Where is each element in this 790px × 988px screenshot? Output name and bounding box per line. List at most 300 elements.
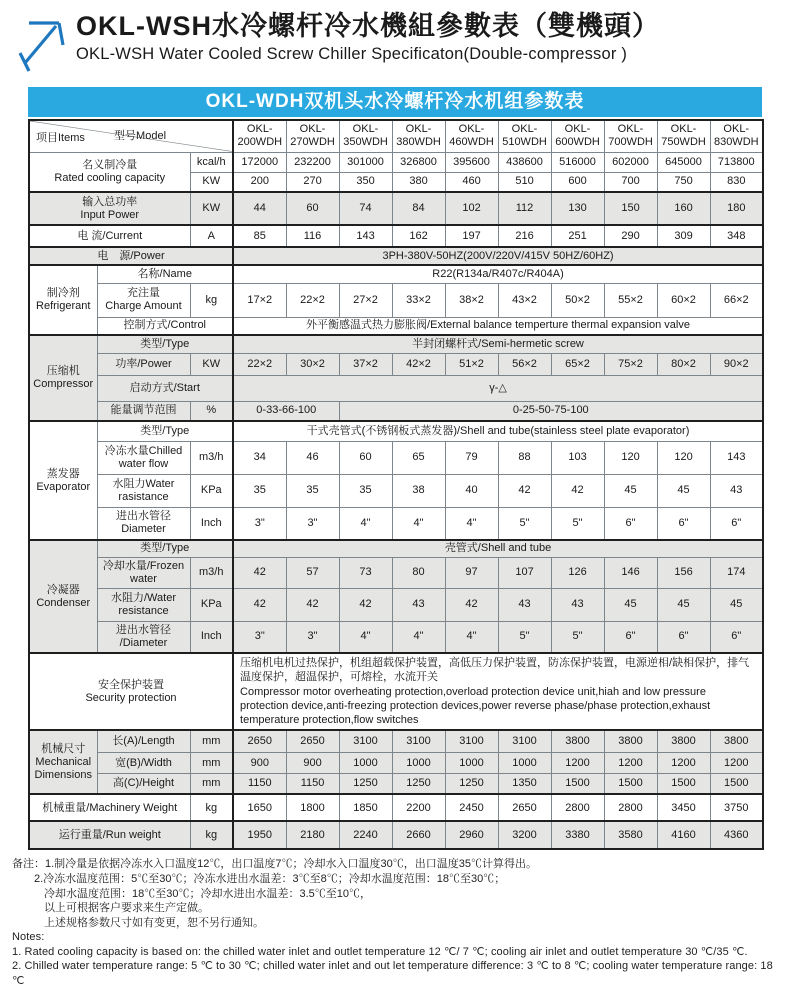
row-label-charge-text: 充注量 <box>127 287 160 300</box>
value-cell <box>657 821 710 849</box>
value-cell-text: 900 <box>250 756 269 769</box>
value-cell <box>286 557 339 588</box>
value-cell <box>551 225 604 247</box>
value-cell-text: 395600 <box>453 155 490 168</box>
value-cell <box>233 773 286 794</box>
note-line: 1. Rated cooling capacity is based on: the chilled water inlet and outlet temperature 12 ℃/ 7 ℃; cooling air inlet and outlet temperature 30 ℃/35 ℃. <box>12 945 748 958</box>
value-cell <box>392 225 445 247</box>
start-value <box>233 375 763 401</box>
group-label-evaporator <box>29 421 97 540</box>
unit-cell-text: Inch <box>200 516 222 529</box>
unit-cell-text: mm <box>202 777 221 790</box>
value-cell-text: 120 <box>621 451 640 464</box>
note-line: 以上可根据客户要求来生产定做。 <box>44 902 209 915</box>
row-label-width-text: 宽(B)/Width <box>115 756 172 769</box>
value-cell <box>710 730 763 752</box>
value-cell-text: 5" <box>519 630 530 643</box>
model-header <box>657 120 710 152</box>
value-cell <box>551 730 604 752</box>
unit-cell <box>190 773 233 794</box>
row-label-start-text: 启动方式/Start <box>129 381 200 394</box>
model-header <box>498 120 551 152</box>
row-label-height-text: 高(C)/Height <box>112 777 175 790</box>
model-header <box>445 120 498 152</box>
value-cell <box>710 821 763 849</box>
value-cell <box>604 353 657 375</box>
value-cell-text: 3800 <box>724 735 749 748</box>
value-cell-text: 35 <box>359 484 372 497</box>
value-cell-text: 44 <box>253 202 266 215</box>
value-cell <box>604 152 657 172</box>
value-cell-text: 438600 <box>506 155 543 168</box>
value-cell-text: 4" <box>466 516 477 529</box>
row-label-evaporator-type <box>97 421 233 441</box>
value-cell-text: 270 <box>303 175 322 188</box>
value-cell-text: 150 <box>621 202 640 215</box>
value-cell <box>445 557 498 588</box>
model-header <box>339 120 392 152</box>
row-label-cooling <box>29 152 190 192</box>
value-cell <box>233 621 286 653</box>
value-cell <box>551 474 604 507</box>
row-label-length <box>97 730 190 752</box>
value-cell-text: 2180 <box>300 829 325 841</box>
value-cell <box>392 283 445 317</box>
value-cell <box>286 730 339 752</box>
value-cell-text: 60 <box>306 202 319 215</box>
value-cell <box>286 283 339 317</box>
value-cell <box>498 192 551 225</box>
value-cell-text: 380 <box>409 175 428 188</box>
value-cell <box>233 353 286 375</box>
value-cell-text: 232200 <box>294 155 331 168</box>
value-cell-text: 38 <box>412 484 425 497</box>
group-label-dimensions-text: 机械尺寸 <box>41 743 86 756</box>
value-cell-text: 602000 <box>612 155 649 168</box>
value-cell-text: 1250 <box>406 777 431 790</box>
value-cell <box>392 557 445 588</box>
value-cell-text: 143 <box>727 451 746 464</box>
value-cell <box>657 557 710 588</box>
row-label-start <box>97 375 233 401</box>
value-cell <box>286 821 339 849</box>
value-cell-text: 116 <box>303 229 322 242</box>
value-cell-text: 6" <box>625 516 636 529</box>
group-label-compressor-text: 压缩机 <box>46 365 80 378</box>
group-label-compressor-text: Compressor <box>33 378 94 390</box>
value-cell <box>657 507 710 540</box>
compressor-type-value-text: 半封闭螺杆式/Semi-hermetic screw <box>412 337 584 350</box>
value-cell <box>339 152 392 172</box>
value-cell <box>445 283 498 317</box>
model-header-text: OKL- <box>670 123 697 136</box>
value-cell-text: 290 <box>621 229 640 242</box>
value-cell <box>339 557 392 588</box>
value-cell <box>604 225 657 247</box>
row-label-security <box>29 653 233 730</box>
power-supply-value <box>233 247 763 265</box>
value-cell-text: 79 <box>465 451 478 464</box>
value-cell <box>445 730 498 752</box>
value-cell <box>604 821 657 849</box>
value-cell-text: 2450 <box>459 801 484 814</box>
value-cell <box>286 588 339 621</box>
value-cell <box>498 353 551 375</box>
unit-cell <box>190 192 233 225</box>
value-cell <box>657 152 710 172</box>
value-cell-text: 1000 <box>459 756 484 769</box>
unit-cell-text: kg <box>205 801 218 814</box>
value-cell-text: 301000 <box>347 155 384 168</box>
value-cell <box>445 794 498 821</box>
value-cell-text: 4" <box>413 630 424 643</box>
energy-range-a-text: 0-33-66-100 <box>256 404 317 417</box>
value-cell <box>498 794 551 821</box>
unit-cell <box>190 283 233 317</box>
value-cell-text: 97 <box>465 566 478 579</box>
refrigerant-name-value-text: R22(R134a/R407c/R404A) <box>432 267 564 280</box>
value-cell <box>339 192 392 225</box>
value-cell <box>233 507 286 540</box>
row-label-security-text: 安全保护装置 <box>98 678 164 691</box>
value-cell-text: 84 <box>412 202 425 215</box>
value-cell <box>286 752 339 773</box>
value-cell <box>551 821 604 849</box>
value-cell-text: 1000 <box>512 756 537 769</box>
value-cell-text: 30×2 <box>300 357 325 370</box>
value-cell-text: 1000 <box>406 756 431 769</box>
value-cell <box>339 794 392 821</box>
row-label-evap-diameter-text: 进出水管径 Diameter <box>116 510 171 536</box>
value-cell-text: 42 <box>253 566 266 579</box>
value-cell <box>710 441 763 474</box>
value-cell-text: 120 <box>674 451 693 464</box>
unit-cell-text: KW <box>202 202 221 215</box>
row-label-energy-text: 能量调节范围 <box>110 404 177 417</box>
unit-cell-text: KPa <box>200 598 222 611</box>
model-header-text: 700WDH <box>608 136 653 149</box>
arrow-logo-icon <box>12 14 68 74</box>
value-cell <box>233 821 286 849</box>
group-label-compressor <box>29 335 97 421</box>
group-label-dimensions-text: Mechanical Dimensions <box>34 756 92 781</box>
value-cell-text: 830 <box>727 175 746 188</box>
value-cell <box>551 353 604 375</box>
value-cell <box>551 172 604 192</box>
corner-header <box>29 120 233 152</box>
value-cell <box>392 474 445 507</box>
value-cell-text: 326800 <box>400 155 437 168</box>
unit-cell <box>190 557 233 588</box>
group-label-condenser-text: 冷凝器 <box>46 583 80 596</box>
unit-cell <box>190 474 233 507</box>
value-cell-text: 43×2 <box>512 293 537 306</box>
value-cell-text: 1800 <box>300 801 325 814</box>
value-cell <box>551 441 604 474</box>
value-cell <box>498 507 551 540</box>
value-cell-text: 2800 <box>618 801 643 814</box>
value-cell-text: 3" <box>254 630 265 643</box>
row-label-evap-resistance <box>97 474 190 507</box>
value-cell <box>657 794 710 821</box>
row-label-height <box>97 773 190 794</box>
value-cell-text: 160 <box>674 202 693 215</box>
model-header <box>286 120 339 152</box>
value-cell-text: 4" <box>466 630 477 643</box>
value-cell <box>551 794 604 821</box>
row-label-machine-weight-text: 机械重量/Machinery Weight <box>42 801 178 814</box>
value-cell <box>657 752 710 773</box>
value-cell <box>498 225 551 247</box>
value-cell-text: 3100 <box>353 735 378 748</box>
value-cell <box>604 441 657 474</box>
value-cell-text: 350 <box>356 175 375 188</box>
unit-cell <box>190 821 233 849</box>
value-cell <box>657 225 710 247</box>
value-cell-text: 2200 <box>406 801 431 814</box>
unit-cell <box>190 794 233 821</box>
value-cell-text: 5" <box>572 516 583 529</box>
value-cell <box>604 588 657 621</box>
value-cell-text: 3100 <box>459 735 484 748</box>
energy-range-b-text: 0-25-50-75-100 <box>512 404 589 417</box>
row-label-run-weight-text: 运行重量/Run weight <box>58 829 161 841</box>
value-cell-text: 1850 <box>353 801 378 814</box>
row-label-evaporator-type-text: 类型/Type <box>140 424 190 437</box>
value-cell <box>604 730 657 752</box>
unit-cell <box>190 152 233 172</box>
row-label-input-power <box>29 192 190 225</box>
group-label-evaporator-text: Evaporator <box>36 480 91 493</box>
value-cell <box>498 557 551 588</box>
note-line: 上述规格参数尺寸如有变更，恕不另行通知。 <box>44 916 264 929</box>
row-label-evap-diameter <box>97 507 190 540</box>
value-cell-text: 73 <box>359 566 372 579</box>
unit-cell-text: KPa <box>200 484 222 497</box>
corner-model-label: 型号Model <box>114 130 167 142</box>
value-cell <box>498 441 551 474</box>
value-cell <box>392 507 445 540</box>
group-label-condenser-text: Condenser <box>36 596 91 609</box>
value-cell-text: 45 <box>730 598 743 611</box>
value-cell <box>392 730 445 752</box>
model-header-text: OKL- <box>723 123 750 136</box>
value-cell-text: 42 <box>465 598 478 611</box>
model-header <box>551 120 604 152</box>
value-cell <box>392 441 445 474</box>
value-cell-text: 3380 <box>565 829 590 841</box>
value-cell <box>286 441 339 474</box>
value-cell-text: 3200 <box>512 829 537 841</box>
value-cell-text: 80 <box>412 566 425 579</box>
value-cell <box>551 192 604 225</box>
model-header-text: 200WDH <box>237 136 283 149</box>
evaporator-type-value <box>233 421 763 441</box>
value-cell-text: 3750 <box>724 801 749 814</box>
spec-table <box>28 119 764 850</box>
value-cell <box>710 353 763 375</box>
value-cell <box>233 225 286 247</box>
value-cell <box>551 752 604 773</box>
model-header-text: 750WDH <box>661 136 706 149</box>
value-cell-text: 1500 <box>618 777 643 790</box>
value-cell-text: 103 <box>568 451 587 464</box>
value-cell-text: 216 <box>515 229 534 242</box>
value-cell-text: 3" <box>254 516 265 529</box>
model-header-text: 460WDH <box>449 136 494 149</box>
energy-range-b <box>339 401 763 421</box>
unit-cell <box>190 588 233 621</box>
value-cell-text: 516000 <box>559 155 596 168</box>
value-cell <box>498 752 551 773</box>
unit-cell <box>190 752 233 773</box>
value-cell-text: 197 <box>462 229 481 242</box>
unit-cell-text: Inch <box>200 630 222 643</box>
value-cell-text: 2650 <box>300 735 325 748</box>
value-cell <box>604 773 657 794</box>
value-cell-text: 700 <box>621 175 640 188</box>
value-cell-text: 3100 <box>406 735 431 748</box>
value-cell <box>710 794 763 821</box>
value-cell <box>551 588 604 621</box>
model-header-text: OKL- <box>352 123 379 136</box>
value-cell-text: 43 <box>412 598 425 611</box>
row-label-length-text: 长(A)/Length <box>112 735 175 748</box>
value-cell <box>286 507 339 540</box>
group-label-refrigerant-text: Refrigerant <box>36 300 91 312</box>
value-cell-text: 56×2 <box>512 357 537 370</box>
value-cell-text: 1200 <box>565 756 590 769</box>
value-cell-text: 4" <box>360 630 371 643</box>
value-cell <box>233 752 286 773</box>
value-cell <box>604 283 657 317</box>
value-cell-text: 4" <box>360 516 371 529</box>
value-cell <box>657 441 710 474</box>
value-cell-text: 33×2 <box>406 293 431 306</box>
value-cell-text: 172000 <box>241 155 279 168</box>
value-cell <box>710 225 763 247</box>
value-cell <box>445 507 498 540</box>
value-cell-text: 80×2 <box>671 357 696 370</box>
model-header-text: 380WDH <box>396 136 441 149</box>
model-header <box>392 120 445 152</box>
row-label-width <box>97 752 190 773</box>
row-label-cooling-text: Rated cooling capacity <box>54 171 166 184</box>
value-cell <box>233 441 286 474</box>
control-value <box>233 317 763 335</box>
value-cell-text: 22×2 <box>300 293 325 306</box>
energy-range-a <box>233 401 339 421</box>
value-cell <box>498 283 551 317</box>
model-header-text: OKL- <box>246 123 273 136</box>
value-cell <box>286 773 339 794</box>
value-cell-text: 900 <box>303 756 322 769</box>
value-cell <box>657 773 710 794</box>
value-cell <box>604 192 657 225</box>
value-cell <box>551 621 604 653</box>
unit-cell <box>190 730 233 752</box>
value-cell-text: 1250 <box>353 777 378 790</box>
value-cell <box>392 794 445 821</box>
value-cell <box>286 192 339 225</box>
unit-cell-text: m3/h <box>199 566 224 579</box>
unit-cell <box>190 225 233 247</box>
value-cell <box>710 192 763 225</box>
row-label-cond-diameter-text: 进出水管径 /Diameter <box>116 623 171 649</box>
value-cell <box>286 152 339 172</box>
model-header-text: 510WDH <box>502 136 547 149</box>
value-cell <box>445 621 498 653</box>
value-cell-text: 50×2 <box>565 293 590 306</box>
value-cell-text: 65×2 <box>565 357 590 370</box>
value-cell-text: 35 <box>253 484 266 497</box>
note-line: 冷却水温度范围：18℃至30℃；冷却水进出水温差：3.5℃至10℃， <box>44 887 371 900</box>
value-cell-text: 162 <box>409 229 428 242</box>
value-cell-text: 2960 <box>459 829 484 841</box>
value-cell <box>445 172 498 192</box>
value-cell <box>339 172 392 192</box>
row-label-evap-flow-text: 冷冻水量Chilled water flow <box>104 444 183 470</box>
model-header-text: 830WDH <box>713 136 759 149</box>
row-label-charge <box>97 283 190 317</box>
note-line: 备注：1.制冷量是依据冷冻水入口温度12℃，出口温度7℃；冷却水入口温度30℃，出口温度35℃计算得出。 <box>12 858 537 871</box>
start-value-text: γ-△ <box>489 381 507 394</box>
value-cell-text: 40 <box>465 484 478 497</box>
value-cell <box>551 283 604 317</box>
value-cell-text: 45 <box>677 484 690 497</box>
value-cell-text: 200 <box>250 175 269 188</box>
value-cell <box>710 557 763 588</box>
row-label-compressor-type-text: 类型/Type <box>140 337 190 350</box>
value-cell-text: 3450 <box>671 801 696 814</box>
row-label-cooling-text: 名义制冷量 <box>82 158 138 171</box>
value-cell-text: 251 <box>568 229 587 242</box>
value-cell-text: 2800 <box>565 801 590 814</box>
value-cell <box>445 225 498 247</box>
page-title-en: OKL-WSH Water Cooled Screw Chiller Specificaton(Double-compressor ) <box>76 44 628 63</box>
model-header-text: OKL- <box>299 123 326 136</box>
value-cell-text: 1150 <box>300 777 325 790</box>
corner-items-label: 项目Items <box>36 132 85 144</box>
value-cell <box>445 821 498 849</box>
power-supply-value-text: 3PH-380V-50HZ(200V/220V/415V 50HZ/60HZ) <box>382 249 614 262</box>
value-cell <box>498 152 551 172</box>
value-cell-text: 75×2 <box>618 357 643 370</box>
value-cell-text: 143 <box>356 229 375 242</box>
value-cell-text: 1000 <box>353 756 378 769</box>
row-label-current <box>29 225 190 247</box>
value-cell-text: 42×2 <box>406 357 431 370</box>
value-cell <box>445 353 498 375</box>
value-cell-text: 3800 <box>565 735 590 748</box>
value-cell-text: 348 <box>727 229 746 242</box>
security-text <box>233 653 763 730</box>
unit-cell <box>190 172 233 192</box>
model-header <box>604 120 657 152</box>
model-header-text: OKL- <box>458 123 485 136</box>
row-label-run-weight <box>29 821 190 849</box>
value-cell-text: 57 <box>306 566 319 579</box>
value-cell-text: 42 <box>253 598 266 611</box>
row-label-compressor-power-text: 功率/Power <box>115 357 172 370</box>
value-cell <box>498 588 551 621</box>
value-cell <box>339 821 392 849</box>
value-cell-text: 35 <box>306 484 319 497</box>
row-label-condenser-type <box>97 540 233 557</box>
value-cell <box>498 821 551 849</box>
value-cell-text: 46 <box>306 451 319 464</box>
value-cell-text: 5" <box>519 516 530 529</box>
